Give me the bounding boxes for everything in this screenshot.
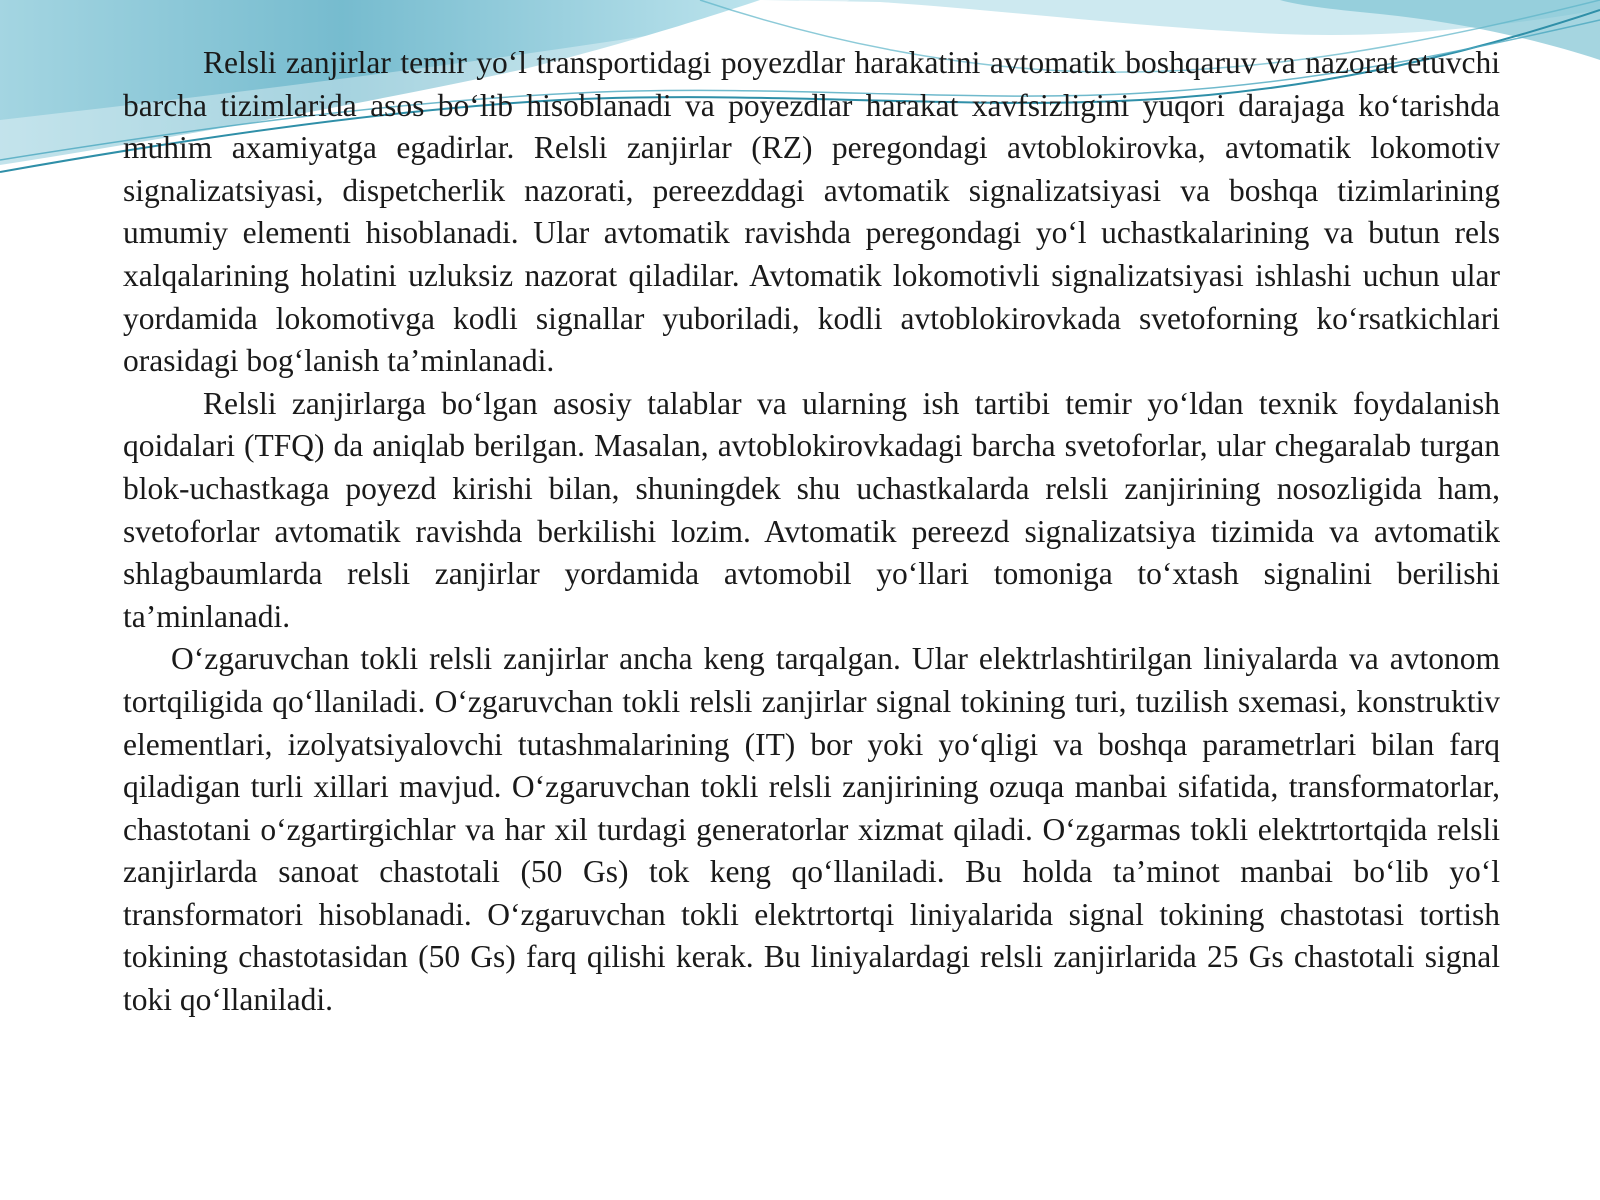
slide-text-body — [123, 42, 1500, 1022]
paragraph-relsli-zanjirlar-talablar: Relsli zanjirlarga bo‘lgan asosiy talablar va ularning ish tartibi temir yo‘ldan texnik foydalanish qoidalari (TFQ) da aniqlab berilgan. Masalan, avtoblokirovkadagi barcha svetoforlar, ular chegaralab turgan blok-uchastkaga poyezd kirishi bilan, shuningdek shu uchastkalarda relsli zanjirining nosozligida ham, svetoforlar avtomatik ravishda berkilishi lozim. Avtomatik pereezd signalizatsiya tizimida va avtomatik shlagbaumlarda relsli zanjirlar yordamida avtomobil yo‘llari tomoniga to‘xtash signalini berilishi ta’minlanadi. — [123, 385, 1500, 634]
paragraph-ozgaruvchan-tokli: O‘zgaruvchan tokli relsli zanjirlar ancha keng tarqalgan. Ular elektrlashtirilgan liniyalarda va avtonom tortqiligida qo‘llaniladi. O‘zgaruvchan tokli relsli zanjirlar signal tokining turi, tuzilish sxemasi, konstruktiv elementlari, izolyatsiyalovchi tutashmalarining (IT) bor yoki yo‘qligi va boshqa parametrlari bilan farq qiladigan turli xillari mavjud. O‘zgaruvchan tokli relsli zanjirining ozuqa manbai sifatida, transformatorlar, chastotani o‘zgartirgichlar va har xil turdagi generatorlar xizmat qiladi. O‘zgarmas tokli elektrtortqida relsli zanjirlarda sanoat chastotali (50 Gs) tok keng qo‘llaniladi. Bu holda ta’minot manbai bo‘lib yo‘l transformatori hisoblanadi. O‘zgaruvchan tokli elektrtortqi liniyalarida signal tokining chastotasi tortish tokining chastotasidan (50 Gs) farq qilishi kerak. Bu liniyalardagi relsli zanjirlarida 25 Gs chastotali signal toki qo‘llaniladi. — [123, 641, 1500, 1018]
paragraph-relsli-zanjirlar-intro: Relsli zanjirlar temir yo‘l transportidagi poyezdlar harakatini avtomatik boshqaruv va nazorat etuvchi barcha tizimlarida asos bo‘lib hisoblanadi va poyezdlar harakat xavfsizligini yuqori darajaga ko‘tarishda muhim axamiyatga egadirlar. Relsli zanjirlar (RZ) peregondagi avtoblokirovka, avtomatik lokomotiv signalizatsiyasi, dispetcherlik nazorati, pereezddagi avtomatik signalizatsiyasi va boshqa tizimlarining umumiy elementi hisoblanadi. Ular avtomatik ravishda peregondagi yo‘l uchastkalarining va butun rels xalqalarining holatini uzluksiz nazorat qiladilar. Avtomatik lokomotivli signalizatsiyasi ishlashi uchun ular yordamida lokomotivga kodli signallar yuboriladi, kodli avtoblokirovkada svetoforning ko‘rsatkichlari orasidagi bog‘lanish ta’minlanadi. — [123, 45, 1500, 379]
